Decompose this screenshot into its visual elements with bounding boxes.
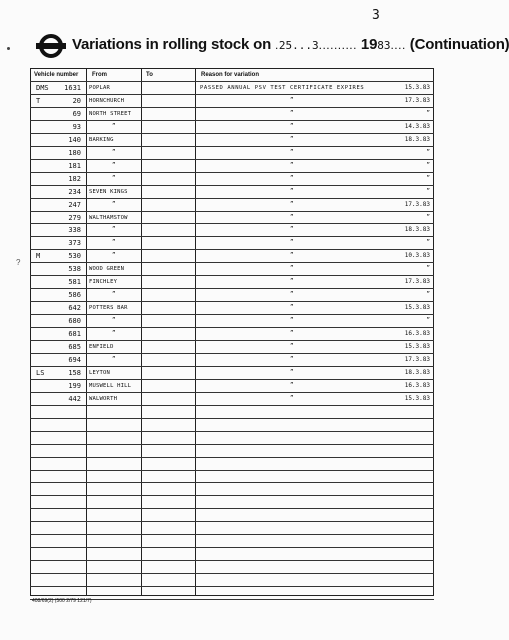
from-garage-cell: ”: [112, 122, 116, 130]
vehicle-number-cell: 442: [68, 394, 81, 403]
row-rule: [30, 573, 434, 574]
from-garage-cell: FINCHLEY: [89, 279, 118, 286]
page-number: 3: [372, 8, 380, 23]
expiry-date-cell: 15.3.83: [404, 84, 430, 91]
expiry-date-cell: 17.3.83: [404, 355, 430, 363]
reason-cell: ”: [290, 187, 294, 195]
expiry-date-cell: 14.3.83: [404, 122, 430, 130]
reason-cell: PASSED ANNUAL PSV TEST CERTIFICATE EXPIRES: [200, 85, 365, 91]
reason-cell: ”: [290, 96, 294, 104]
header-to: To: [146, 72, 153, 78]
row-rule: [30, 379, 434, 380]
vehicle-number-cell: 530: [68, 252, 81, 261]
vehicle-number-cell: 182: [68, 174, 81, 183]
form-footer: 408/69(2) (500 2/79 121/7): [32, 598, 92, 604]
row-rule: [30, 547, 434, 548]
from-garage-cell: ”: [112, 148, 116, 156]
from-garage-cell: MUSWELL HILL: [89, 382, 132, 389]
row-rule: [30, 275, 434, 276]
vehicle-number-cell: 1631: [64, 84, 81, 92]
row-rule: [30, 482, 434, 483]
expiry-date-cell: ”: [426, 317, 430, 325]
reason-cell: ”: [290, 278, 294, 286]
expiry-date-cell: 15.3.83: [404, 343, 430, 350]
header-reason: Reason for variation: [201, 72, 260, 78]
title-year-prefix: 19: [360, 36, 378, 53]
row-rule: [30, 586, 434, 587]
vehicle-number-cell: 247: [68, 200, 81, 209]
from-garage-cell: LEYTON: [89, 369, 111, 376]
column-divider: [141, 68, 142, 596]
title-date: 25...3: [278, 39, 319, 52]
title-dots: .: [275, 38, 279, 52]
vehicle-number-cell: 140: [68, 135, 81, 144]
expiry-date-cell: 18.3.83: [404, 368, 430, 376]
from-garage-cell: ”: [112, 161, 116, 169]
from-garage-cell: BARKING: [89, 136, 114, 143]
row-rule: [30, 495, 434, 496]
row-rule: [30, 262, 434, 263]
row-rule: [30, 508, 434, 509]
expiry-date-cell: ”: [426, 213, 430, 221]
row-rule: [30, 521, 434, 522]
reason-cell: ”: [290, 304, 294, 312]
vehicle-number-cell: 685: [68, 343, 81, 351]
header-vehicle-number: Vehicle number: [34, 72, 79, 78]
expiry-date-cell: ”: [426, 291, 430, 299]
from-garage-cell: ”: [112, 200, 116, 208]
reason-cell: ”: [290, 239, 294, 247]
reason-cell: ”: [290, 252, 294, 260]
from-garage-cell: ”: [112, 317, 116, 325]
vehicle-number-cell: 234: [68, 187, 81, 196]
expiry-date-cell: 10.3.83: [404, 252, 430, 260]
from-garage-cell: SEVEN KINGS: [89, 188, 128, 195]
row-rule: [30, 288, 434, 289]
vehicle-number-cell: 680: [68, 317, 81, 326]
from-garage-cell: ”: [112, 174, 116, 182]
row-rule: [30, 560, 434, 561]
row-rule: [30, 133, 434, 134]
vehicle-number-cell: 373: [68, 239, 81, 248]
row-rule: [30, 405, 434, 406]
row-rule: [30, 236, 434, 237]
title-prefix: Variations in rolling stock on: [72, 36, 272, 53]
title-dots: ....: [390, 38, 406, 52]
from-garage-cell: ”: [112, 252, 116, 260]
reason-cell: ”: [290, 174, 294, 182]
row-rule: [30, 211, 434, 212]
row-rule: [30, 340, 434, 341]
from-garage-cell: ”: [112, 239, 116, 247]
row-rule: [30, 431, 434, 432]
expiry-date-cell: 15.3.83: [404, 394, 430, 402]
expiry-date-cell: ”: [426, 174, 430, 182]
row-rule: [30, 353, 434, 354]
from-garage-cell: NORTH STREET: [89, 110, 132, 117]
header-from: From: [92, 72, 107, 78]
expiry-date-cell: ”: [426, 239, 430, 247]
row-rule: [30, 146, 434, 147]
reason-cell: ”: [290, 109, 294, 117]
vehicle-number-cell: 69: [72, 109, 81, 118]
reason-cell: ”: [290, 368, 294, 376]
expiry-date-cell: 17.3.83: [404, 200, 430, 208]
reason-cell: ”: [290, 122, 294, 130]
form-title: [72, 36, 509, 53]
expiry-date-cell: 18.3.83: [404, 226, 430, 234]
row-rule: [30, 223, 434, 224]
column-divider: [195, 68, 196, 596]
reason-cell: ”: [290, 226, 294, 234]
row-rule: [30, 159, 434, 160]
row-rule: [30, 470, 434, 471]
expiry-date-cell: 16.3.83: [404, 381, 430, 389]
vehicle-number-cell: 93: [72, 122, 81, 131]
row-rule: [30, 198, 434, 199]
row-rule: [30, 94, 434, 95]
from-garage-cell: POTTERS BAR: [89, 305, 128, 312]
from-garage-cell: ”: [112, 355, 116, 363]
expiry-date-cell: ”: [426, 265, 430, 273]
margin-mark: ?: [16, 258, 21, 267]
row-rule: [30, 457, 434, 458]
row-rule: [30, 249, 434, 250]
row-rule: [30, 327, 434, 328]
expiry-date-cell: ”: [426, 148, 430, 156]
from-garage-cell: WOOD GREEN: [89, 266, 125, 273]
from-garage-cell: ”: [112, 330, 116, 338]
expiry-date-cell: 17.3.83: [404, 96, 430, 104]
vehicle-number-cell: 694: [68, 355, 81, 364]
vehicle-type-cell: T: [36, 96, 41, 105]
row-rule: [30, 301, 434, 302]
reason-cell: ”: [290, 200, 294, 208]
vehicle-number-cell: 20: [72, 96, 81, 105]
title-dots: ..........: [318, 38, 357, 52]
reason-cell: ”: [290, 317, 294, 325]
reason-cell: ”: [290, 381, 294, 389]
punch-hole-mark: [7, 47, 10, 50]
reason-cell: ”: [290, 291, 294, 299]
from-garage-cell: HORNCHURCH: [89, 97, 125, 104]
expiry-date-cell: ”: [426, 109, 430, 117]
reason-cell: ”: [290, 213, 294, 221]
reason-cell: ”: [290, 343, 294, 350]
reason-cell: ”: [290, 394, 294, 402]
from-garage-cell: ENFIELD: [89, 344, 114, 350]
row-rule: [30, 314, 434, 315]
reason-cell: ”: [290, 355, 294, 363]
row-rule: [30, 534, 434, 535]
from-garage-cell: WALWORTH: [89, 395, 118, 402]
vehicle-type-cell: DMS: [36, 84, 49, 92]
row-rule: [30, 366, 434, 367]
vehicle-number-cell: 279: [68, 213, 81, 222]
vehicle-number-cell: 681: [68, 330, 81, 339]
vehicle-type-cell: M: [36, 252, 41, 261]
column-divider: [86, 68, 87, 596]
expiry-date-cell: 16.3.83: [404, 330, 430, 338]
title-year: 83: [377, 39, 391, 52]
reason-cell: ”: [290, 161, 294, 169]
from-garage-cell: ”: [112, 291, 116, 299]
reason-cell: ”: [290, 265, 294, 273]
form-table: [30, 68, 434, 596]
row-rule: [30, 444, 434, 445]
vehicle-type-cell: LS: [36, 368, 45, 377]
vehicle-number-cell: 642: [68, 304, 81, 313]
expiry-date-cell: ”: [426, 161, 430, 169]
vehicle-number-cell: 199: [68, 381, 81, 390]
reason-cell: ”: [290, 135, 294, 143]
row-rule: [30, 392, 434, 393]
title-suffix: (Continuation): [409, 36, 509, 53]
vehicle-number-cell: 180: [68, 148, 81, 157]
expiry-date-cell: ”: [426, 187, 430, 195]
expiry-date-cell: 17.3.83: [404, 278, 430, 286]
row-rule: [30, 418, 434, 419]
row-rule: [30, 81, 434, 82]
vehicle-number-cell: 158: [68, 368, 81, 377]
london-transport-roundel-icon: [35, 34, 67, 58]
from-garage-cell: WALTHAMSTOW: [89, 214, 128, 221]
row-rule: [30, 120, 434, 121]
reason-cell: ”: [290, 330, 294, 338]
vehicle-number-cell: 538: [68, 265, 81, 274]
row-rule: [30, 107, 434, 108]
from-garage-cell: POPLAR: [89, 85, 111, 91]
vehicle-number-cell: 181: [68, 161, 81, 170]
reason-cell: ”: [290, 148, 294, 156]
vehicle-number-cell: 586: [68, 291, 81, 300]
vehicle-number-cell: 581: [68, 278, 81, 287]
expiry-date-cell: 15.3.83: [404, 304, 430, 312]
from-garage-cell: ”: [112, 226, 116, 234]
row-rule: [30, 185, 434, 186]
row-rule: [30, 172, 434, 173]
vehicle-number-cell: 338: [68, 226, 81, 235]
expiry-date-cell: 18.3.83: [404, 135, 430, 143]
